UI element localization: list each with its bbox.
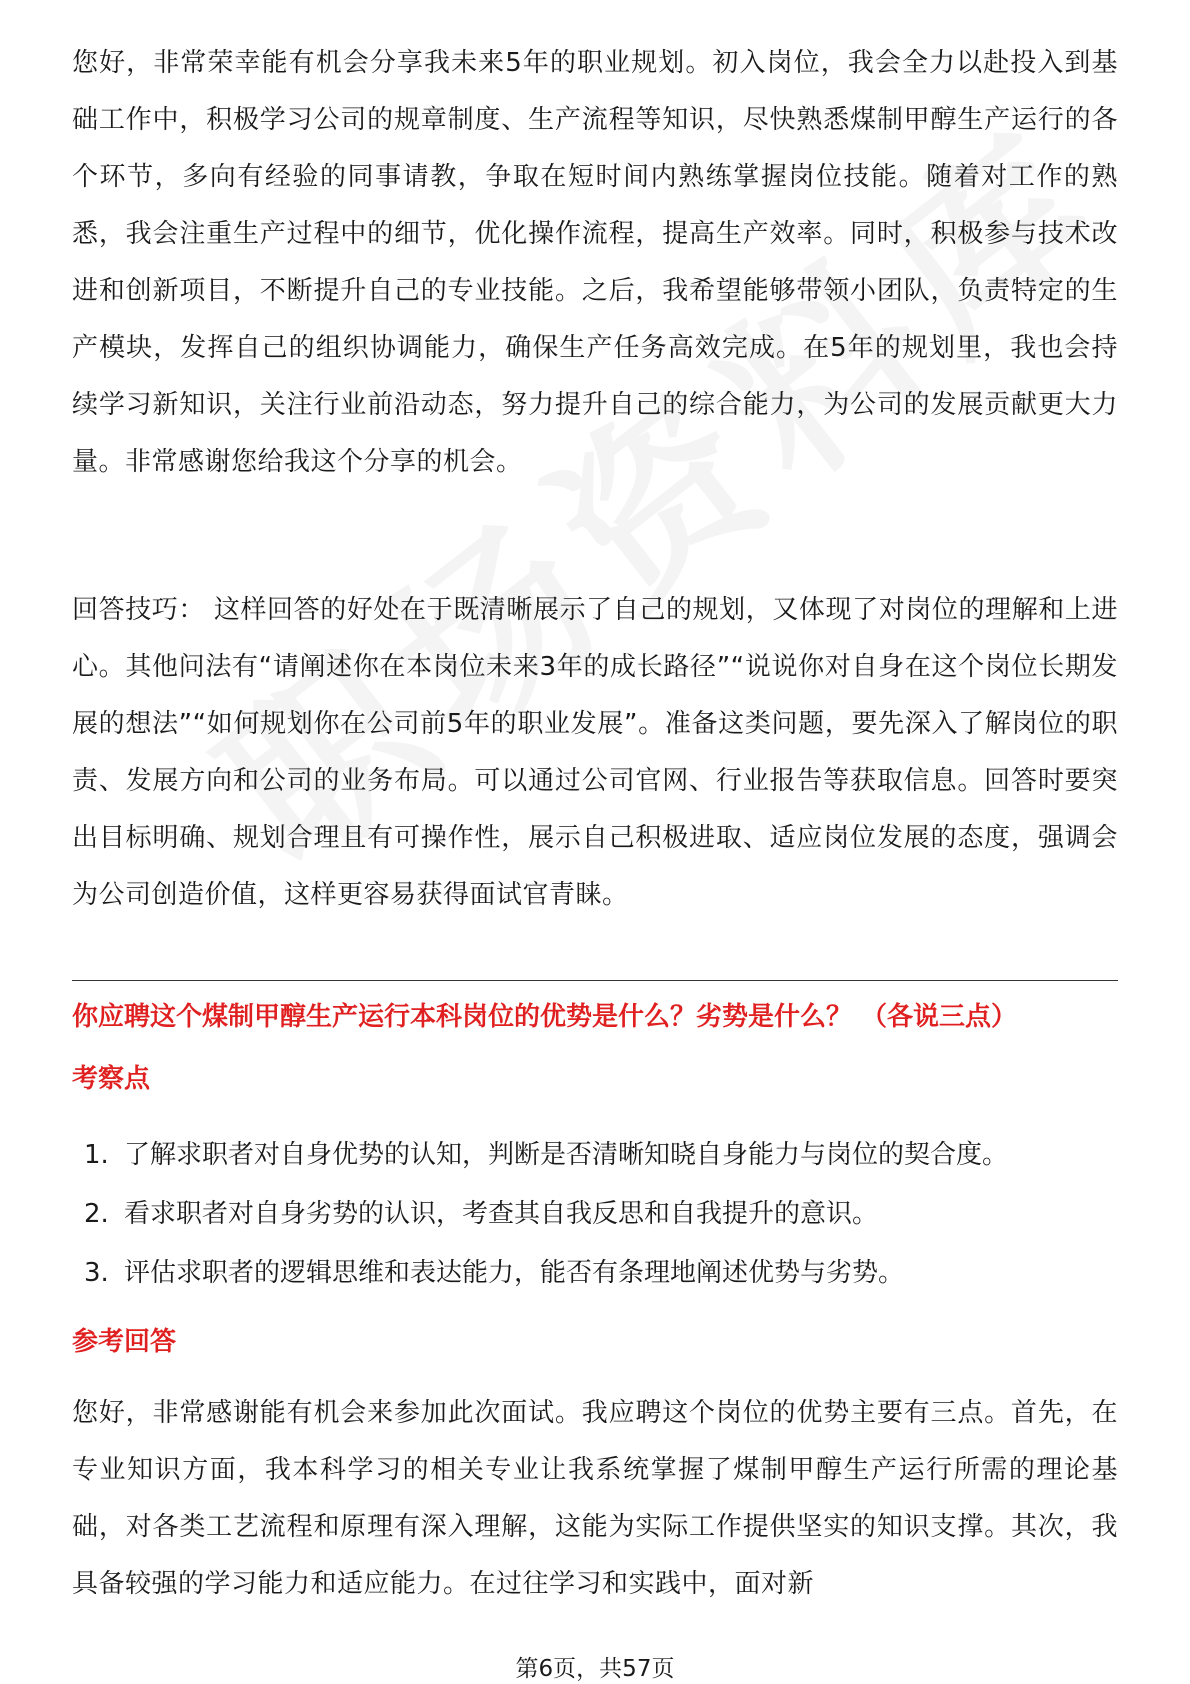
focus-heading: 考察点 [72,1064,151,1094]
list-item-number: 1. [84,1140,109,1170]
question-title: 你应聘这个煤制甲醇生产运行本科岗位的优势是什么？劣势是什么？ （各说三点） [72,1002,1018,1032]
list-item [84,1185,1124,1244]
list-item [84,1126,1124,1185]
top-edge-crop [0,0,1190,40]
list-item [84,1244,1124,1303]
intro-paragraph: 您好，非常荣幸能有机会分享我未来5年的职业规划。初入岗位，我会全力以赴投入到基础工作中，积极学习公司的规章制度、生产流程等知识，尽快熟悉煤制甲醇生产运行的各个环节，多向有经验的同事请教，争取在短时间内熟练掌握岗位技能。随着对工作的熟悉，我会注重生产过程中的细节，优化操作流程，提高生产效率。同时，积极参与技术改进和创新项目，不断提升自己的专业技能。之后，我希望能够带领小团队，负责特定的生产模块，发挥自己的组织协调能力，确保生产任务高效完成。在5年的规划里，我也会持续学习新知识，关注行业前沿动态，努力提升自己的综合能力，为公司的发展贡献更大力量。非常感谢您给我这个分享的机会。 [72,48,1118,477]
focus-points-list [84,1126,1124,1303]
list-item-number: 3. [84,1258,109,1288]
section-divider [72,980,1118,981]
reference-answer-paragraph: 您好，非常感谢能有机会来参加此次面试。我应聘这个岗位的优势主要有三点。首先，在专业知识方面，我本科学习的相关专业让我系统掌握了煤制甲醇生产运行所需的理论基础，对各类工艺流程和原理有深入理解，这能为实际工作提供坚实的知识支撑。其次，我具备较强的学习能力和适应能力。在过往学习和实践中，面对新 [72,1398,1118,1599]
list-item-number: 2. [84,1199,109,1229]
answer-tips-paragraph: 回答技巧： 这样回答的好处在于既清晰展示了自己的规划，又体现了对岗位的理解和上进心。其他问法有“请阐述你在本岗位未来3年的成长路径”“说说你对自身在这个岗位长期发展的想法”“如何规划你在公司前5年的职业发展”。准备这类问题，要先深入了解岗位的职责、发展方向和公司的业务布局。可以通过公司官网、行业报告等获取信息。回答时要突出目标明确、规划合理且有可操作性，展示自己积极进取、适应岗位发展的态度，强调会为公司创造价值，这样更容易获得面试官青睐。 [72,595,1118,910]
list-item-text: 评估求职者的逻辑思维和表达能力，能否有条理地阐述优势与劣势。 [124,1258,905,1288]
list-item-text: 看求职者对自身劣势的认识，考查其自我反思和自我提升的意识。 [124,1199,879,1229]
list-item-text: 了解求职者对自身优势的认知，判断是否清晰知晓自身能力与岗位的契合度。 [124,1140,1009,1170]
answer-heading: 参考回答 [72,1327,177,1357]
page-number: 第6页，共57页 [515,1656,675,1682]
